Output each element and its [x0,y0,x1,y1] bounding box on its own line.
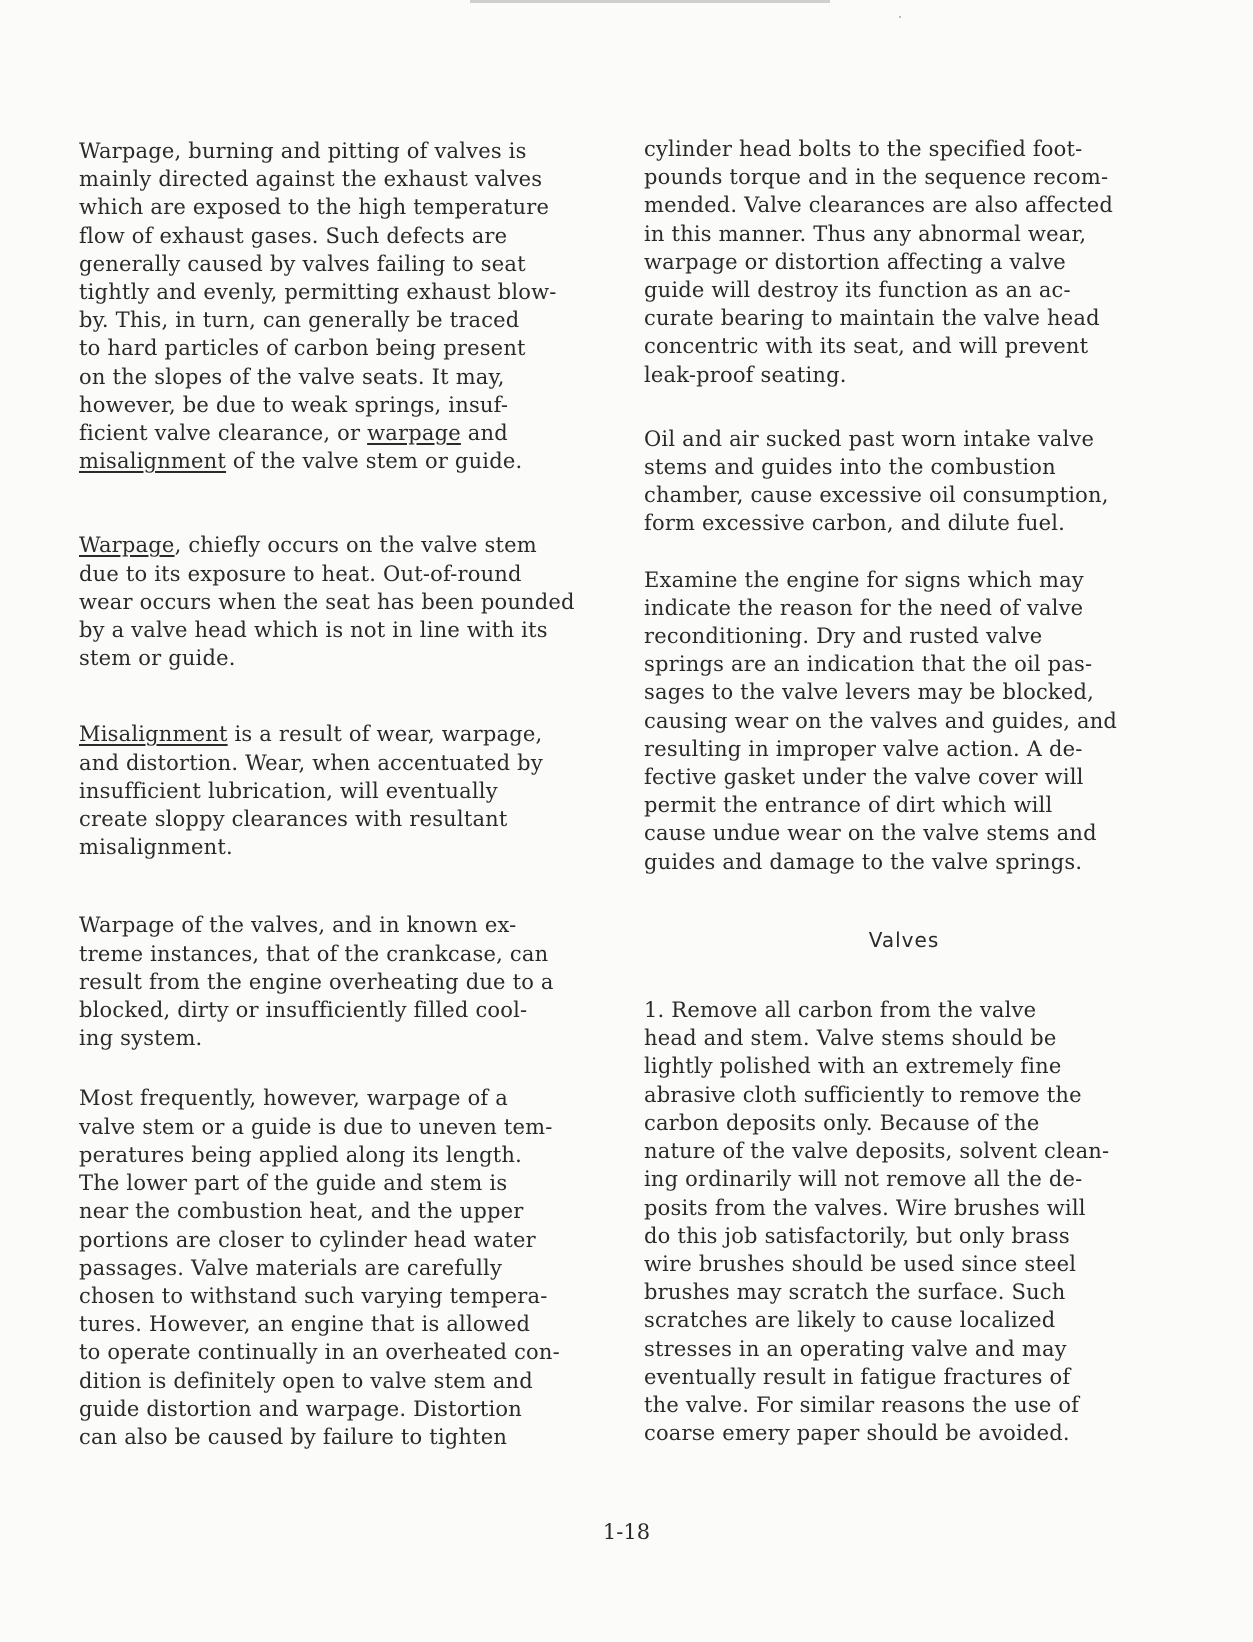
scan-speck [899,16,901,18]
left-column [79,137,599,1451]
paragraph-text: Warpage, burning and pitting of valves is mainly directed against the exhaust valves which are exposed to the high temperature flow of exhaust gases. Such defects are generally caused by valves failing to seat tightly and evenly, permitting exhaust blow- by. This, in turn, can generally be traced to hard particles of carbon being present on the slopes of the valve seats. It may, however, be due to weak springs, insuf- ficient valve clearance, or [79,139,557,446]
page-number: 1-18 [602,1520,651,1544]
underlined-term-warpage: Warpage [79,533,175,558]
paragraph-remove-carbon: 1. Remove all carbon from the valve head and stem. Valve stems should be lightly polished with an extremely fine abrasive cloth sufficiently to remove the carbon deposits only. Because of the nature of the valve deposits, solvent clean- ing ordinarily will not remove all the de- posits from the valves. Wire brushes will do this job satisfactorily, but only brass wire brushes should be used since steel brushes may scratch the surface. Such scratches are likely to cause localized stresses in an operating valve and may eventually result in fatigue fractures of the valve. For similar reasons the use of coarse emery paper should be avoided. [644,998,1110,1446]
underlined-term-misalignment: misalignment [79,449,227,474]
paragraph-text: is a result of wear, warpage, and distortion. Wear, when accentuated by insufficient lubrication, will eventually create sloppy clearances with resultant misalignment. [79,722,543,860]
paragraph-text: and [460,421,508,446]
paragraph-uneven-temperatures: Most frequently, however, warpage of a valve stem or a guide is due to uneven tem- peratures being applied along its length. The lower part of the guide and stem is near the combustion heat, and the upper portions are closer to cylinder head water passages. Valve materials are carefully chosen to withstand such varying tempera- tures. However, an engine that is allowed to operate continually in an overheated con- dition is definitely open to valve stem and guide distortion and warpage. Distortion can also be caused by failure to tighten [79,1086,560,1449]
paragraph-text: , chiefly occurs on the valve stem due to its exposure to heat. Out-of-round wear occurs when the seat has been pounded by a valve head which is not in line with its stem or guide. [79,533,575,671]
paragraph-warpage-definition [79,531,599,672]
paragraph-cylinder-head-bolts: cylinder head bolts to the specified foot- pounds torque and in the sequence recom- mended. Valve clearances are also affected in this manner. Thus any abnormal wear, warpage or distortion affecting a valve guide will destroy its function as an ac- curate bearing to maintain the valve head concentric with its seat, and will prevent leak-proof seating. [644,137,1114,387]
underlined-term-misalignment: Misalignment [79,722,228,747]
right-column [644,135,1164,1447]
paragraph-oil-air-sucked: Oil and air sucked past worn intake valve stems and guides into the combustion chamber, cause excessive oil consumption, form excessive carbon, and dilute fuel. [644,426,1109,536]
paragraph-valve-warpage-burning [79,137,599,475]
scan-edge-mark [470,0,830,3]
paragraph-overheating: Warpage of the valves, and in known ex- treme instances, that of the crankcase, can result from the engine overheating due to a blocked, dirty or insufficiently filled cool- ing system. [79,913,554,1051]
section-heading-valves: Valves [868,927,940,952]
underlined-term-warpage: warpage [367,421,461,446]
paragraph-examine-engine: Examine the engine for signs which may indicate the reason for the need of valve reconditioning. Dry and rusted valve springs are an indication that the oil pas- sages to the valve levers may be blocked, causing wear on the valves and guides, and resulting in improper valve action. A de- fective gasket under the valve cover will permit the entrance of dirt which will cause undue wear on the valve stems and guides and damage to the valve springs. [644,567,1118,874]
paragraph-text: of the valve stem or guide. [226,449,523,474]
paragraph-misalignment-definition [79,720,599,861]
